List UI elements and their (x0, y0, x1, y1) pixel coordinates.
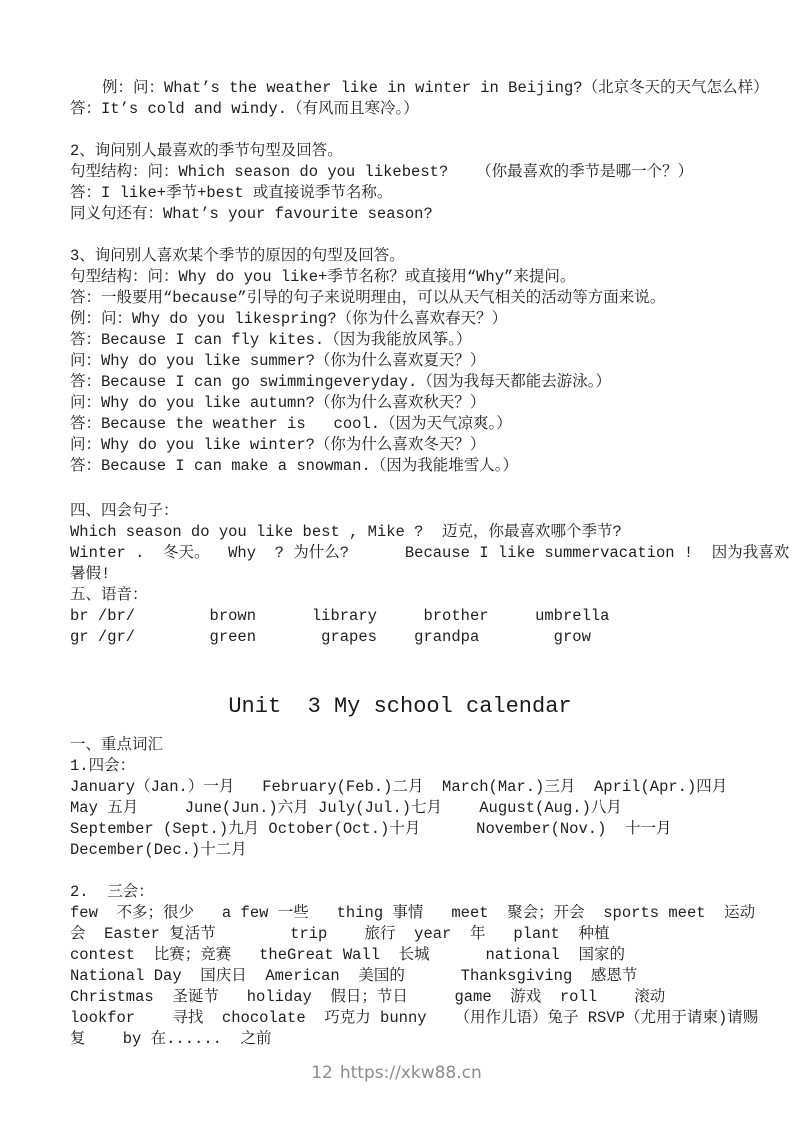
section-heading: 2. 三会： (70, 883, 154, 901)
text-line: 问：Why do you like autumn?（你为什么喜欢秋天？） (70, 394, 486, 412)
text-line: 答：Because the weather is cool.（因为天气凉爽。） (70, 415, 512, 433)
text-line: 答：I like+季节+best 或直接说季节名称。 (70, 184, 393, 202)
text-line: gr /gr/ green grapes grandpa grow (70, 628, 591, 646)
text-line: September (Sept.)九月 October(Oct.)十月 November(Nov.) 十一月 (70, 820, 672, 838)
text-line: Winter . 冬天。 Why ? 为什么? Because I like summervacation ! 因为我喜欢 (70, 544, 790, 562)
text-line: 同义句还有：What’s your favourite season? (70, 205, 433, 223)
section-three-skill-words (70, 882, 759, 1050)
text-line: lookfor 寻找 chocolate 巧克力 bunny （用作儿语）兔子 RSVP（尤用于请柬)请赐 (70, 1009, 759, 1027)
text-line: May 五月 June(Jun.)六月 July(Jul.)七月 August(Aug.)八月 (70, 799, 622, 817)
text-line: br /br/ brown library brother umbrella (70, 607, 610, 625)
text-line: 例：问：Why do you likespring?（你为什么喜欢春天？） (70, 310, 508, 328)
text-line: 问：Why do you like winter?（你为什么喜欢冬天？） (70, 436, 486, 454)
section-key-sentences (70, 501, 790, 585)
text-line: 答：Because I can fly kites.（因为我能放风筝。） (70, 331, 472, 349)
text-line: National Day 国庆日 American 美国的 Thanksgiving 感恩节 (70, 967, 638, 985)
text-line: 句型结构：问：Why do you like+季节名称？或直接用“Why”来提问。 (70, 268, 576, 286)
text-line: January（Jan.）一月 February(Feb.)二月 March(Mar.)三月 April(Apr.)四月 (70, 778, 728, 796)
section-why-like-season (70, 246, 730, 477)
section-phonics (70, 585, 730, 648)
text-line: 会 Easter 复活节 trip 旅行 year 年 plant 种植 (70, 925, 610, 943)
document-content (70, 78, 790, 1050)
section-favourite-season (70, 141, 730, 225)
text-line: 答：Because I can make a snowman.（因为我能堆雪人。） (70, 457, 518, 475)
text-line: 例：问：What’s the weather like in winter in Beijing?（北京冬天的天气怎么样） (102, 79, 769, 97)
text-line: contest 比赛；竞赛 theGreat Wall 长城 national 国家的 (70, 946, 625, 964)
page-number: 12 (311, 1063, 333, 1083)
unit3-title: Unit 3 My school calendar (228, 694, 572, 719)
text-line: 复 by 在...... 之前 (70, 1030, 272, 1048)
section-heading: 2、询问别人最喜欢的季节句型及回答。 (70, 142, 343, 160)
section-heading: 3、询问别人喜欢某个季节的原因的句型及回答。 (70, 247, 405, 265)
section-weather-example (70, 78, 769, 120)
text-line: December(Dec.)十二月 (70, 841, 247, 859)
text-line: 暑假! (70, 565, 111, 583)
section-heading: 一、重点词汇 (70, 736, 164, 754)
text-line: Which season do you like best , Mike ? 迈克，你最喜欢哪个季节? (70, 523, 622, 541)
text-line: 答：一般要用“because”引导的句子来说明理由，可以从天气相关的活动等方面来说。 (70, 289, 666, 307)
text-line: 答：Because I can go swimmingeveryday.（因为我每天都能去游泳。） (70, 373, 612, 391)
section-heading: 四、四会句子： (70, 502, 179, 520)
text-line: few 不多；很少 a few 一些 thing 事情 meet 聚会；开会 sports meet 运动 (70, 904, 756, 922)
section-heading: 1.四会： (70, 757, 136, 775)
text-line: 问：Why do you like summer?（你为什么喜欢夏天？） (70, 352, 486, 370)
section-key-words (70, 735, 730, 861)
text-line: 答：It’s cold and windy.（有风而且寒冷。） (70, 100, 419, 118)
section-heading: 五、语音： (70, 586, 148, 604)
text-line: 句型结构：问：Which season do you likebest? （你最喜欢的季节是哪一个？） (70, 163, 694, 181)
text-line: Christmas 圣诞节 holiday 假日；节日 game 游戏 roll 滚动 (70, 988, 666, 1006)
footer-url: https://xkw88.cn (339, 1063, 482, 1083)
page-footer (0, 1063, 793, 1083)
